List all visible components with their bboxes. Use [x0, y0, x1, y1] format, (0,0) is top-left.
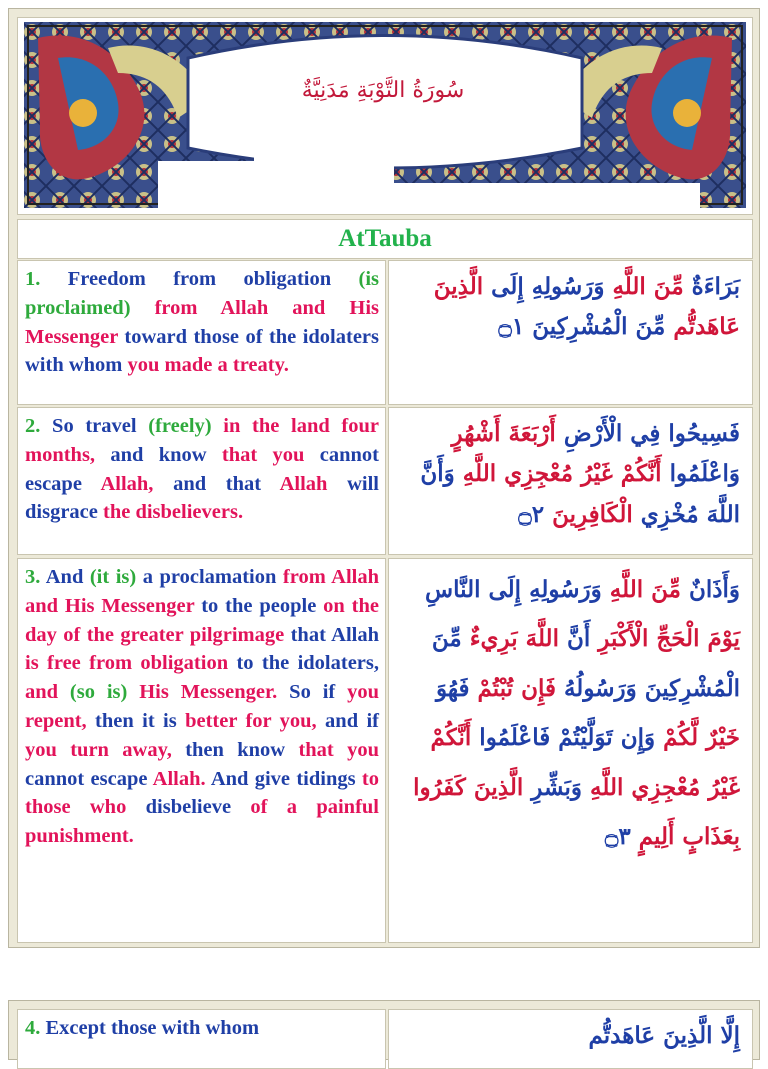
english-segment: and that: [153, 472, 280, 495]
english-segment: (it is): [89, 566, 137, 588]
english-segment: And give tidings: [205, 767, 362, 790]
english-segment: toward those of the idolaters with whom: [25, 325, 379, 377]
arabic-segment: مِّنَ اللَّهِ: [601, 576, 681, 603]
arabic-segment: وَرَسُولِهِ إِلَى: [483, 273, 605, 300]
arabic-segment: فَاعْلَمُوا: [471, 724, 551, 752]
arabic-segment: وَأَنَّ اللَّهَ مُخْزِي: [420, 460, 740, 528]
english-segment: from Allah and His Messenger: [25, 566, 379, 617]
arabic-segment: مِّنَ اللَّهِ: [604, 273, 684, 300]
english-segment: you repent,: [25, 681, 379, 732]
verse-2-arabic: [389, 408, 752, 535]
arabic-segment: فَإِن تُبْتُمْ: [469, 674, 556, 702]
english-segment: the disbelievers.: [103, 501, 244, 524]
english-segment: months,: [25, 443, 96, 466]
surah-title: AtTauba: [338, 225, 432, 252]
arabic-segment: ۝٢: [518, 500, 545, 528]
arabic-segment: وَرَسُولُهُ: [555, 674, 637, 702]
arabic-segment: الَّذِينَ كَفَرُوا: [413, 773, 524, 801]
verse-3-arabic: [389, 559, 752, 862]
english-segment: Allah.: [152, 767, 206, 790]
english-segment: better for you,: [185, 709, 317, 732]
arabic-segment: اللَّهَ بَرِيءٌ: [461, 625, 559, 653]
arabic-segment: خَيْرٌ لَّكُمْ: [655, 724, 740, 752]
english-segment: Allah,: [100, 472, 154, 495]
english-segment: disbelieve: [126, 796, 251, 819]
verse-4-english-cell: [17, 1009, 386, 1069]
verse-3-english: [18, 559, 385, 851]
arabic-segment: وَبَشِّرِ: [523, 773, 582, 801]
verse-3-arabic-cell: [388, 558, 753, 943]
arabic-segment: بَرَاءَةٌ: [683, 273, 740, 300]
english-segment: So travel: [40, 415, 149, 437]
english-segment: 1.: [25, 268, 41, 290]
english-segment: (freely): [148, 415, 212, 437]
verse-4-arabic-cell: [388, 1009, 753, 1069]
arabic-segment: ۝٣: [604, 823, 631, 851]
arabic-segment: أَرْبَعَةَ أَشْهُرٍ: [451, 420, 556, 447]
arabic-segment: وَأَذَانٌ: [680, 576, 740, 603]
arabic-segment: وَإِن تَوَلَّيْتُمْ: [550, 724, 656, 752]
arabic-segment: مِّنَ الْمُشْرِكِينَ: [431, 625, 740, 702]
verse-1-arabic: [389, 261, 752, 348]
english-segment: on the day of the greater pilgrimage: [25, 594, 379, 646]
arabic-segment: النَّاسِ: [425, 576, 481, 603]
verse-4-english: [18, 1010, 385, 1043]
verse-4-arabic: [389, 1010, 752, 1056]
ornamental-banner: [18, 18, 752, 214]
english-segment: cannot escape: [25, 767, 153, 790]
arabic-segment: أَنَّكُمْ غَيْرُ مُعْجِزِي: [430, 724, 740, 801]
arabic-segment: الَّذِينَ عَاهَدتُّم: [433, 273, 740, 341]
english-segment: a proclamation: [136, 566, 283, 588]
english-segment: His Messenger.: [127, 681, 278, 704]
arabic-segment: أَنَّ: [558, 625, 591, 653]
english-segment: and if: [316, 709, 379, 732]
english-segment: that you: [221, 443, 305, 466]
verse-3-english-cell: [17, 558, 386, 943]
english-segment: from Allah and His Messenger: [25, 296, 379, 348]
english-segment: then know: [171, 738, 299, 761]
arabic-segment: وَاعْلَمُوا: [661, 460, 740, 488]
arabic-segment: فَسِيحُوا فِي الْأَرْضِ: [555, 420, 740, 447]
english-segment: Except those with whom: [40, 1017, 260, 1039]
english-segment: you turn away,: [25, 738, 172, 761]
english-segment: in the land four: [211, 415, 380, 437]
english-segment: (is proclaimed): [25, 268, 379, 319]
english-segment: and know: [95, 443, 222, 466]
arabic-segment: إِلَّا الَّذِينَ عَاهَدتُّم: [588, 1022, 740, 1049]
surah-arabic-title: سُورَةُ التَّوْبَةِ مَدَنِيَّةٌ: [301, 78, 465, 103]
english-segment: 4.: [25, 1017, 41, 1039]
arabic-segment: ۝١: [498, 313, 525, 341]
verse-1-english: [18, 261, 385, 380]
verse-1-arabic-cell: [388, 260, 753, 405]
english-segment: will disgrace: [25, 472, 380, 524]
surah-header-banner: [17, 17, 753, 215]
arabic-segment: وَرَسُولِهِ إِلَى: [480, 576, 602, 603]
arabic-segment: الْكَافِرِينَ: [544, 500, 633, 528]
english-segment: you made a treaty.: [127, 354, 289, 377]
english-segment: So if: [277, 681, 348, 704]
arabic-segment: فَهُوَ: [435, 674, 470, 702]
english-segment: that Allah: [284, 623, 379, 646]
english-segment: to the idolaters,: [228, 652, 380, 675]
arabic-segment: اللَّهِ: [582, 773, 624, 801]
english-segment: of a painful punishment.: [25, 796, 379, 848]
english-segment: (so is): [58, 681, 128, 704]
english-segment: is free from obligation: [25, 652, 229, 675]
next-page-table: [8, 1000, 760, 1060]
english-segment: cannot escape: [25, 443, 379, 495]
english-segment: to those who: [25, 767, 379, 819]
english-segment: And: [40, 566, 90, 588]
english-segment: that you: [298, 738, 379, 761]
verse-1-english-cell: [17, 260, 386, 405]
english-segment: Freedom from obligation: [40, 268, 359, 290]
surah-table: [8, 8, 760, 948]
english-segment: then it is: [86, 709, 186, 732]
verse-2-arabic-cell: [388, 407, 753, 555]
surah-title-cell: [17, 219, 753, 259]
arabic-segment: مِّنَ الْمُشْرِكِينَ: [524, 313, 666, 341]
arabic-segment: يَوْمَ الْحَجِّ الْأَكْبَرِ: [590, 625, 740, 653]
english-segment: and: [25, 681, 59, 704]
arabic-segment: أَنَّكُمْ غَيْرُ مُعْجِزِي اللَّهِ: [454, 460, 662, 488]
verse-2-english: [18, 408, 385, 527]
verse-2-english-cell: [17, 407, 386, 555]
english-segment: 2.: [25, 415, 41, 437]
english-segment: 3.: [25, 566, 41, 588]
english-segment: Allah: [279, 472, 328, 495]
english-segment: to the people: [194, 594, 324, 617]
arabic-segment: بِعَذَابٍ أَلِيمٍ: [630, 823, 740, 851]
